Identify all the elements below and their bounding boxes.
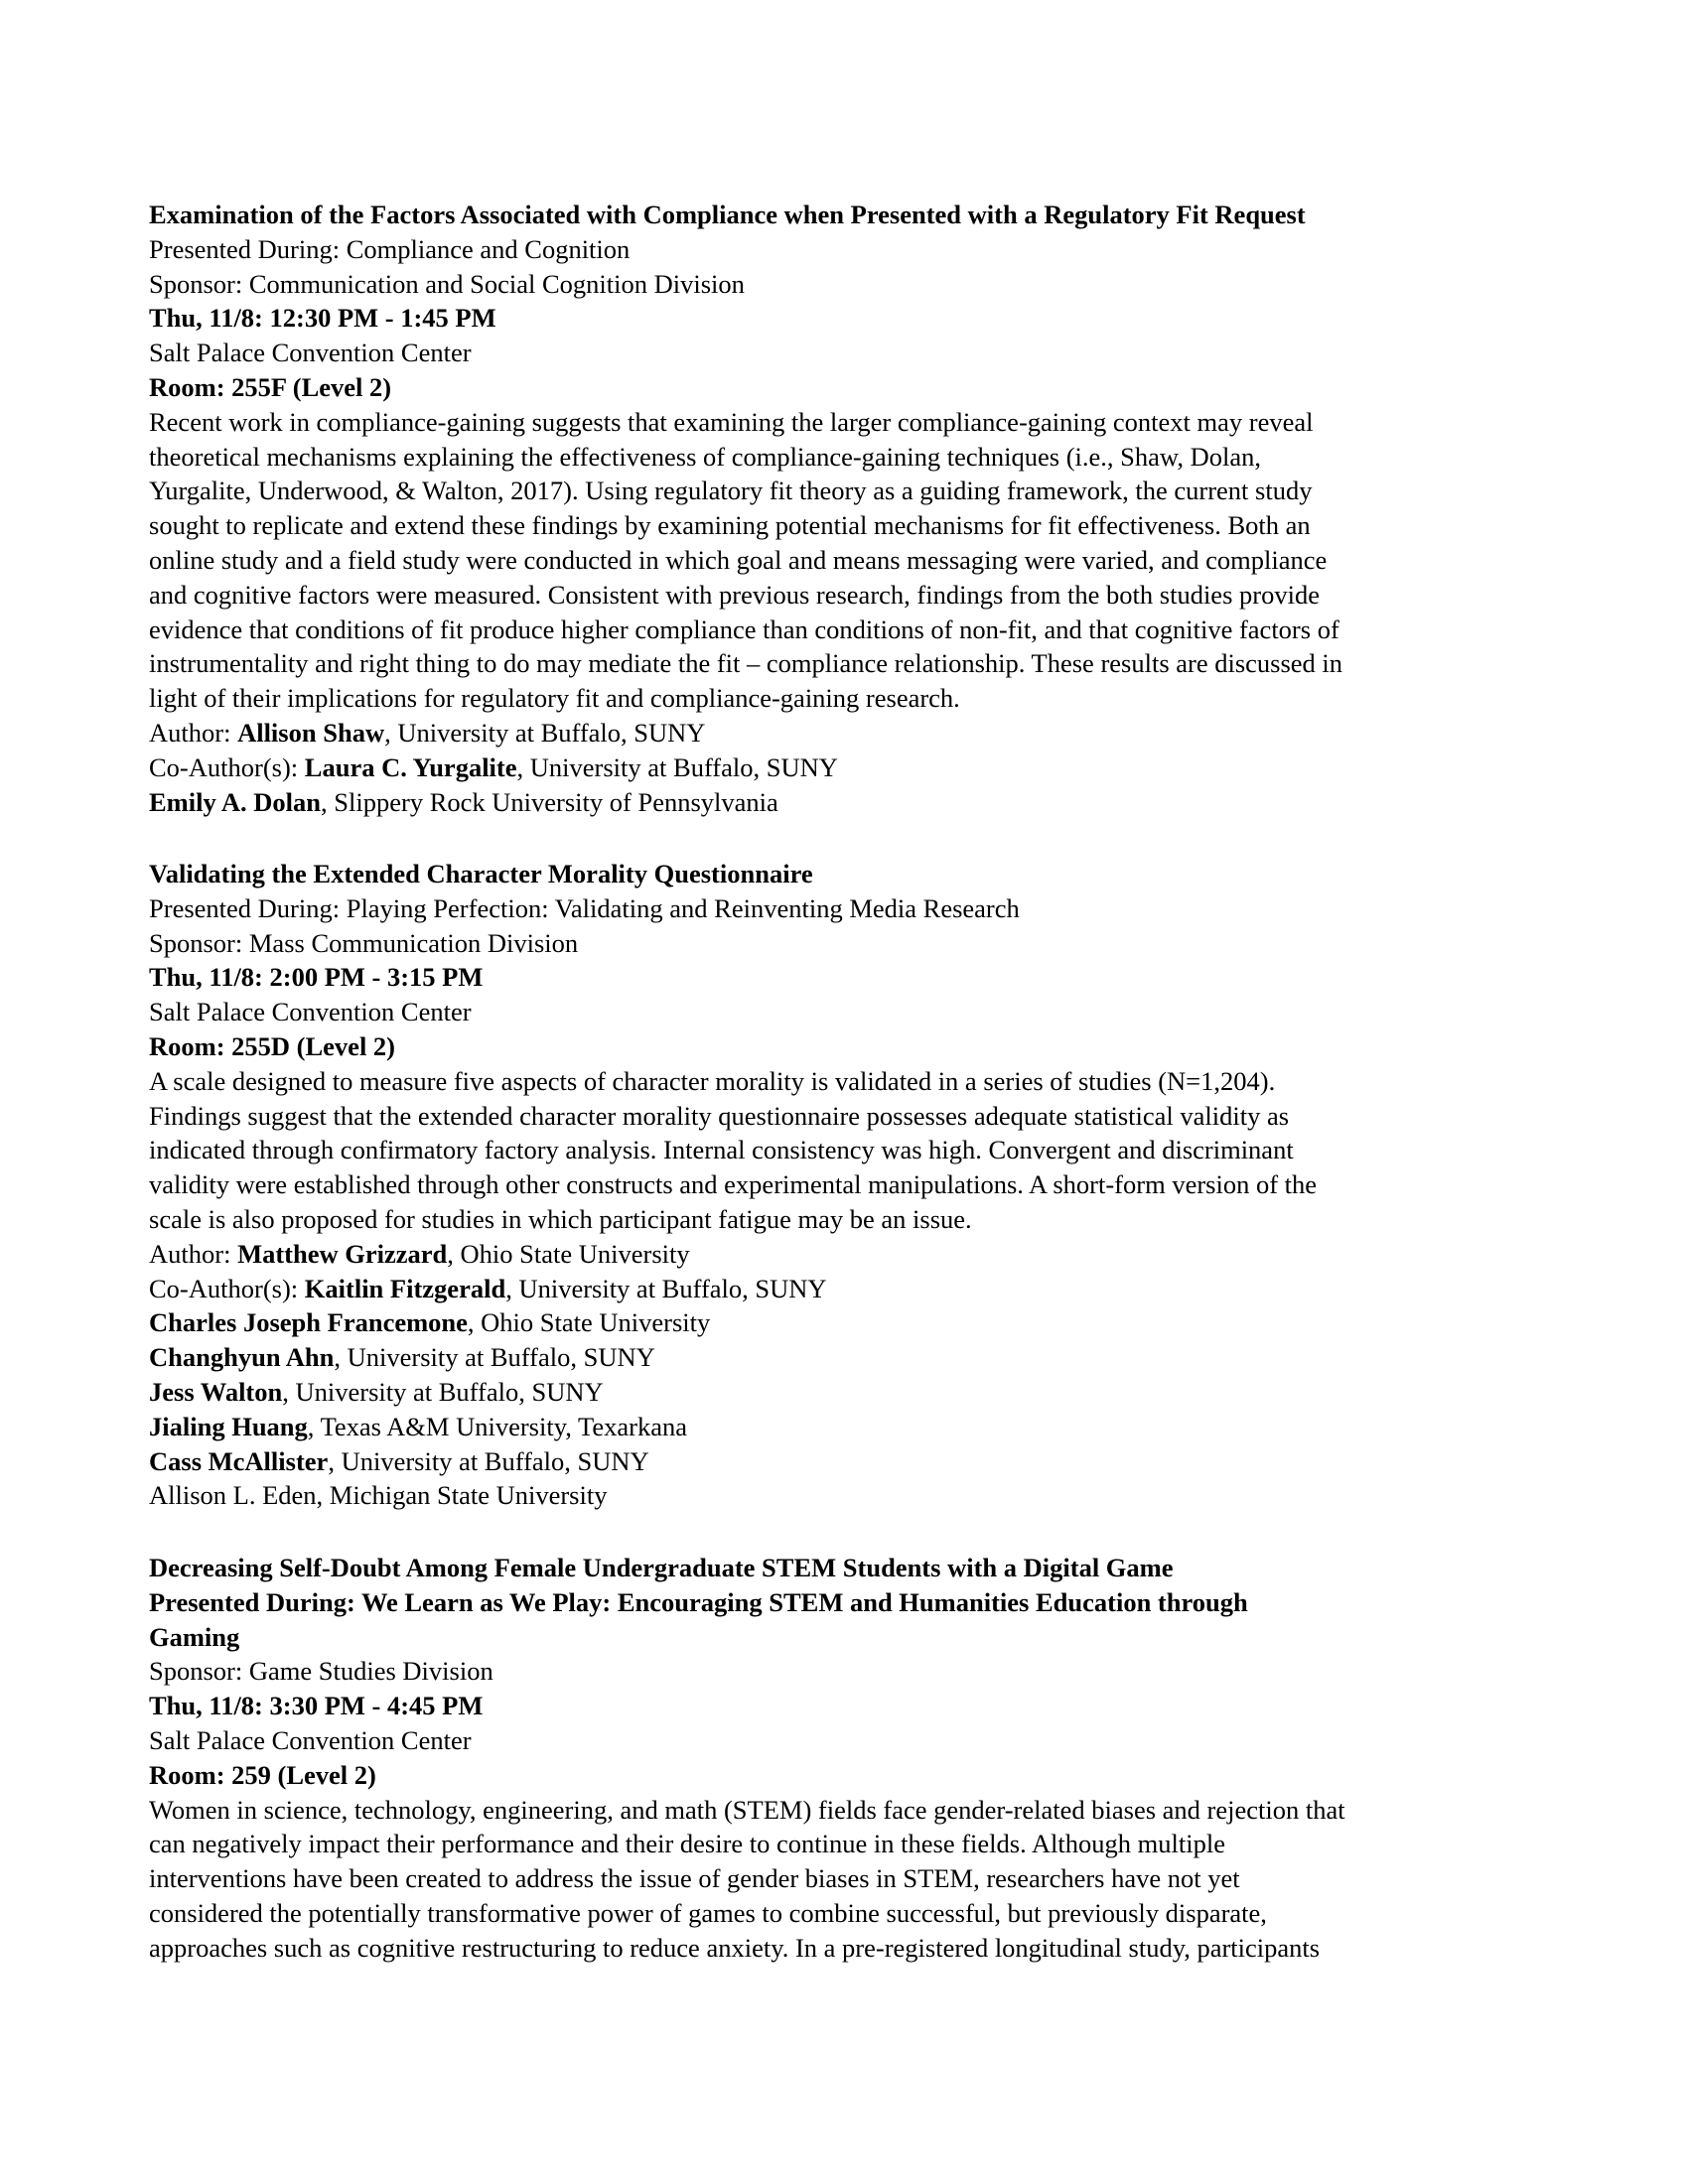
abstract-line: evidence that conditions of fit produce higher compliance than conditions of non-fit, and that cognitive factors of xyxy=(149,614,1339,644)
coauthor-name: Emily A. Dolan xyxy=(149,786,322,817)
venue: Salt Palace Convention Center xyxy=(149,997,472,1027)
abstract-line: light of their implications for regulatory fit and compliance-gaining research. xyxy=(149,683,960,714)
abstract-text xyxy=(149,1793,1529,1966)
abstract-line: and cognitive factors were measured. Consistent with previous research, findings from the both studies provide xyxy=(149,579,1320,610)
venue: Salt Palace Convention Center xyxy=(149,1724,472,1755)
coauthor-affiliation: , Slippery Rock University of Pennsylvania xyxy=(321,786,778,817)
coauthor-name: Jess Walton xyxy=(149,1376,283,1407)
coauthor-affiliation: , University at Buffalo, SUNY xyxy=(505,1273,827,1303)
coauthor-line xyxy=(149,1410,1529,1444)
abstract-line: A scale designed to measure five aspects of character morality is validated in a series of studies (N=1,204). xyxy=(149,1065,1276,1096)
room: Room: 259 (Level 2) xyxy=(149,1759,376,1790)
author-line xyxy=(149,716,1529,751)
coauthor-name: Changhyun Ahn xyxy=(149,1342,335,1373)
coauthor-line xyxy=(149,1305,1529,1340)
author-name: Allison Shaw xyxy=(237,717,385,748)
coauthor-label: Co-Author(s): xyxy=(149,1273,305,1303)
coauthor-name: Kaitlin Fitzgerald xyxy=(304,1273,506,1303)
sponsor: Sponsor: Mass Communication Division xyxy=(149,927,579,958)
coauthor-name: Jialing Huang xyxy=(149,1411,308,1441)
coauthor-line xyxy=(149,1272,1529,1306)
coauthor-line xyxy=(149,1478,1529,1513)
coauthor-affiliation: Allison L. Eden, Michigan State University xyxy=(149,1480,608,1511)
coauthor-affiliation: , Ohio State University xyxy=(467,1307,711,1338)
abstract-line: Findings suggest that the extended character morality questionnaire possesses adequate statistical validity as xyxy=(149,1100,1290,1131)
coauthor-line xyxy=(149,751,1529,785)
abstract-line: interventions have been created to address the issue of gender biases in STEM, researchers have not yet xyxy=(149,1863,1240,1894)
author-label: Author: xyxy=(149,717,238,748)
abstract-text xyxy=(149,1064,1529,1237)
entry-title: Decreasing Self-Doubt Among Female Undergraduate STEM Students with a Digital Game xyxy=(149,1553,1174,1582)
abstract-line: theoretical mechanisms explaining the effectiveness of compliance-gaining techniques (i.e., Shaw, Dolan, xyxy=(149,441,1261,472)
abstract-entry-2 xyxy=(149,857,1529,1513)
coauthor-name: Cass McAllister xyxy=(149,1445,329,1476)
entry-title: Examination of the Factors Associated with Compliance when Presented with a Regulatory Fit Request xyxy=(149,200,1306,229)
abstract-line: approaches such as cognitive restructuring to reduce anxiety. In a pre-registered longitudinal study, participants xyxy=(149,1932,1321,1963)
coauthor-affiliation: , University at Buffalo, SUNY xyxy=(516,751,838,782)
coauthor-line xyxy=(149,1340,1529,1375)
abstract-text xyxy=(149,405,1529,716)
coauthor-affiliation: , University at Buffalo, SUNY xyxy=(282,1376,604,1407)
sponsor: Sponsor: Communication and Social Cognition Division xyxy=(149,268,745,299)
coauthor-affiliation: , Texas A&M University, Texarkana xyxy=(307,1411,687,1441)
author-affiliation: , Ohio State University xyxy=(447,1238,690,1269)
presented-during: Presented During: Playing Perfection: Validating and Reinventing Media Research xyxy=(149,892,1020,923)
abstract-entry-3 xyxy=(149,1551,1529,1966)
author-affiliation: , University at Buffalo, SUNY xyxy=(384,717,706,748)
author-name: Matthew Grizzard xyxy=(237,1238,448,1269)
coauthor-line xyxy=(149,1375,1529,1410)
coauthor-affiliation: , University at Buffalo, SUNY xyxy=(328,1445,649,1476)
coauthor-label: Co-Author(s): xyxy=(149,751,305,782)
presented-during: Presented During: We Learn as We Play: Encouraging STEM and Humanities Education through xyxy=(149,1586,1248,1617)
abstract-line: sought to replicate and extend these findings by examining potential mechanisms for fit effectiveness. Both an xyxy=(149,510,1311,541)
abstract-line: scale is also proposed for studies in which participant fatigue may be an issue. xyxy=(149,1203,972,1234)
room: Room: 255F (Level 2) xyxy=(149,371,392,402)
abstract-entry-1 xyxy=(149,198,1529,819)
coauthor-affiliation: , University at Buffalo, SUNY xyxy=(334,1342,655,1373)
session-time: Thu, 11/8: 2:00 PM - 3:15 PM xyxy=(149,962,484,993)
abstract-line: Recent work in compliance-gaining suggests that examining the larger compliance-gaining context may reveal xyxy=(149,406,1314,437)
abstract-line: can negatively impact their performance and their desire to continue in these fields. Although multiple xyxy=(149,1829,1225,1859)
abstract-line: online study and a field study were conducted in which goal and means messaging were varied, and compliance xyxy=(149,544,1328,575)
author-label: Author: xyxy=(149,1238,238,1269)
coauthor-line xyxy=(149,1444,1529,1479)
abstract-line: validity were established through other constructs and experimental manipulations. A short-form version of the xyxy=(149,1169,1318,1200)
author-line xyxy=(149,1237,1529,1272)
abstract-line: indicated through confirmatory factory analysis. Internal consistency was high. Convergent and discriminant xyxy=(149,1135,1294,1165)
abstract-line: considered the potentially transformative power of games to combine successful, but previously disparate, xyxy=(149,1897,1267,1928)
entry-title: Validating the Extended Character Morality Questionnaire xyxy=(149,859,813,888)
coauthor-line xyxy=(149,785,1529,820)
coauthor-name: Charles Joseph Francemone xyxy=(149,1307,468,1338)
abstract-line: Yurgalite, Underwood, & Walton, 2017). Using regulatory fit theory as a guiding framework, the current study xyxy=(149,476,1313,506)
abstract-line: instrumentality and right thing to do may mediate the fit – compliance relationship. These results are discussed in xyxy=(149,648,1343,679)
room: Room: 255D (Level 2) xyxy=(149,1030,396,1061)
session-time: Thu, 11/8: 3:30 PM - 4:45 PM xyxy=(149,1691,484,1721)
venue: Salt Palace Convention Center xyxy=(149,338,472,368)
session-time: Thu, 11/8: 12:30 PM - 1:45 PM xyxy=(149,303,496,334)
sponsor: Sponsor: Game Studies Division xyxy=(149,1656,493,1687)
presented-during-continued: Gaming xyxy=(149,1621,240,1652)
coauthor-name: Laura C. Yurgalite xyxy=(304,751,517,782)
presented-during: Presented During: Compliance and Cognition xyxy=(149,233,631,264)
abstract-line: Women in science, technology, engineering, and math (STEM) fields face gender-related biases and rejection that xyxy=(149,1794,1345,1825)
